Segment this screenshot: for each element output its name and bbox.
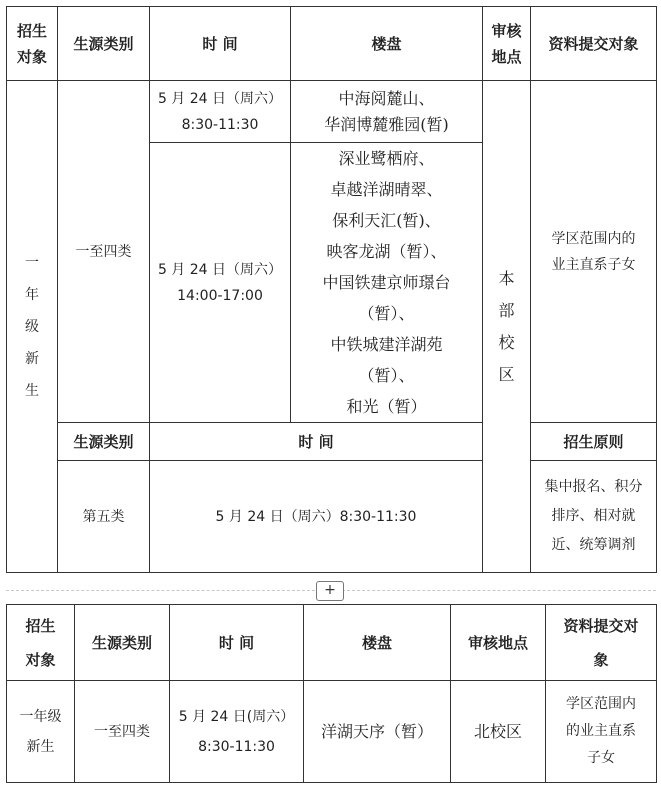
estate-cell-morning: 中海阅麓山、 华润博麓雅园(暂) [291, 81, 483, 143]
estate-cell-afternoon: 深业鹭栖府、 卓越洋湖晴翠、 保利天汇(暂)、 映客龙湖（暂）、 中国铁建京师璟台 （暂）、 中铁城建洋湖苑 （暂）、 和光（暂） [291, 143, 483, 423]
enrollment-table-main [6, 6, 657, 573]
t2-header-estate: 楼盘 [304, 605, 451, 681]
enrollment-table-north [6, 604, 657, 783]
t2-time-cell: 5 月 24 日(周六） 8:30-11:30 [170, 681, 304, 783]
fifth-principle-cell: 集中报名、积分 排序、相对就 近、统筹调剂 [531, 461, 657, 573]
time-cell-afternoon: 5 月 24 日（周六） 14:00-17:00 [150, 143, 291, 423]
fifth-time-cell: 5 月 24 日（周六）8:30-11:30 [150, 461, 483, 573]
header-category: 生源类别 [58, 7, 150, 81]
t2-header-submit: 资料提交对 象 [546, 605, 657, 681]
header-estate: 楼盘 [291, 7, 483, 81]
t2-submit-cell: 学区范围内 的业主直系 子女 [546, 681, 657, 783]
header-review-site: 审核 地点 [483, 7, 531, 81]
t2-estate-cell: 洋湖天序（暂） [304, 681, 451, 783]
subheader-principle: 招生原则 [531, 423, 657, 461]
category-cell: 一至四类 [58, 81, 150, 423]
t2-target-cell: 一年级 新生 [7, 681, 75, 783]
add-row-button[interactable]: + [316, 581, 344, 601]
t2-header-category: 生源类别 [75, 605, 170, 681]
header-target: 招生 对象 [7, 7, 58, 81]
subheader-time: 时 间 [150, 423, 483, 461]
header-submit: 资料提交对象 [531, 7, 657, 81]
time-cell-morning: 5 月 24 日（周六） 8:30-11:30 [150, 81, 291, 143]
t2-header-target: 招生 对象 [7, 605, 75, 681]
subheader-category: 生源类别 [58, 423, 150, 461]
t2-review-site-cell: 北校区 [451, 681, 546, 783]
t2-header-time: 时 间 [170, 605, 304, 681]
review-site-cell: 本 部 校 区 [483, 81, 531, 573]
t2-header-review-site: 审核地点 [451, 605, 546, 681]
t2-category-cell: 一至四类 [75, 681, 170, 783]
submit-cell: 学区范围内的 业主直系子女 [531, 81, 657, 423]
header-time: 时 间 [150, 7, 291, 81]
fifth-category-cell: 第五类 [58, 461, 150, 573]
target-cell: 一 年 级 新 生 [7, 81, 58, 573]
